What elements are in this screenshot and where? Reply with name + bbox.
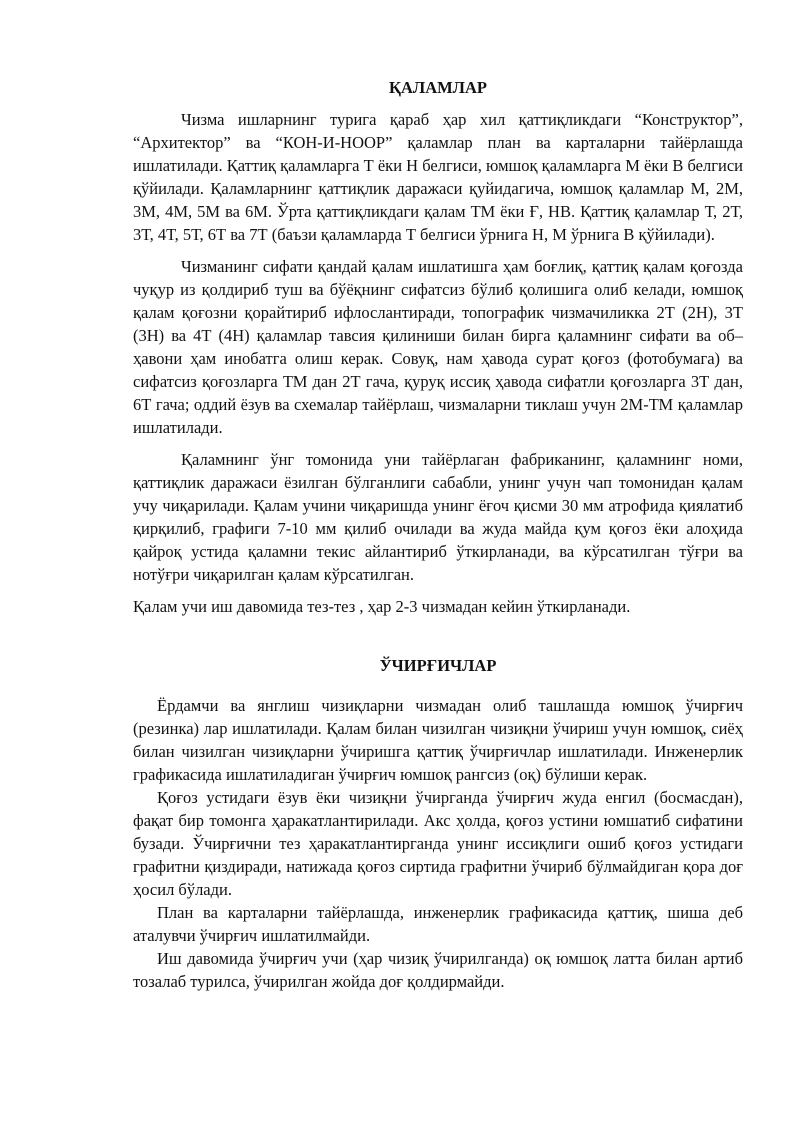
document-page	[133, 70, 743, 993]
erasers-paragraph-4: Иш давомида ўчирғич учи (ҳар чизиқ ўчирилганда) оқ юмшоқ латта билан артиб тозалаб турилса, ўчирилган жойда доғ қолдирмайди.	[133, 949, 743, 991]
pencils-paragraph-1: Чизма ишларнинг турига қараб ҳар хил қаттиқликдаги “Конструктор”, “Архитектор” ва “КОН-И-НООР” қаламлар план ва карталарни тайёрлашда ишлатилади. Қаттиқ қаламларга Т ёки Н белгиси, юмшоқ қаламларга М ёки В белгиси қўйилади. Қаламларнинг қаттиқлик даражаси қуйидагича, юмшоқ қаламлар М, 2М, 3М, 4М, 5М ва 6М. Ўрта қаттиқликдаги қалам ТМ ёки Ғ, НВ. Қаттиқ қаламлар Т, 2Т, 3Т, 4Т, 5Т, 6Т ва 7Т (баъзи қаламларда Т белгиси ўрнига Н, М ўрнига В қўйилади).	[133, 110, 743, 244]
section-title-erasers: ЎЧИРҒИЧЛАР	[379, 656, 497, 675]
section-title-pencils: ҚАЛАМЛАР	[389, 78, 487, 97]
pencils-paragraph-3: Қаламнинг ўнг томонида уни тайёрлаган фабриканинг, қаламнинг номи, қаттиқлик даражаси ёзилган бўлганлиги сабабли, унинг учун чап томонидан қалам учу чиқарилади. Қалам учини чиқаришда унинг ёғоч қисми 30 мм атрофида қиялатиб қирқилиб, графиги 7-10 мм қилиб очилади ва жуда майда қум қоғоз ёки алоҳида қайроқ устида қаламни текис айлантириб ўткирланади, ва кўрсатилган тўғри ва нотўғри чиқарилган қалам кўрсатилган.	[133, 450, 743, 584]
erasers-paragraph-1: Ёрдамчи ва янглиш чизиқларни чизмадан олиб ташлашда юмшоқ ўчирғич (резинка) лар ишлатилади. Қалам билан чизилган чизиқни ўчириш учун юмшоқ, сиёҳ билан чизилган чизиқларни ўчиришга қаттиқ ўчирғичлар ишлатилади. Инженерлик графикасида ишлатиладиган ўчирғич юмшоқ рангсиз (оқ) бўлиши керак.	[133, 696, 743, 784]
pencils-paragraph-2: Чизманинг сифати қандай қалам ишлатишга ҳам боғлиқ, қаттиқ қалам қоғозда чуқур из қолдириб туш ва бўёқнинг сифатсиз бўлиб қолишига олиб келади, юмшоқ қалам қоғозни қорайтириб ифлослантиради, топографик чизмачиликка 2Т (2Н), 3Т (3Н) ва 4Т (4Н) қаламлар тавсия қилиниши билан бирга қаламнинг сифати ва об–ҳавони ҳам инобатга олиш керак. Совуқ, нам ҳавода сурат қоғоз (фотобумага) ва сифатсиз қоғозларга ТМ дан 2Т гача, қуруқ иссиқ ҳавода сифатли қоғозларга 3Т дан, 6Т гача; оддий ёзув ва схемалар тайёрлаш, чизмаларни тиклаш учун 2М-ТМ қаламлар ишлатилади.	[133, 257, 743, 437]
pencils-paragraph-4: Қалам учи иш давомида тез-тез , ҳар 2-3 чизмадан кейин ўткирланади.	[133, 597, 631, 616]
erasers-paragraph-3: План ва карталарни тайёрлашда, инженерлик графикасида қаттиқ, шиша деб аталувчи ўчирғич ишлатилмайди.	[133, 903, 743, 945]
erasers-paragraph-2: Қоғоз устидаги ёзув ёки чизиқни ўчирганда ўчирғич жуда енгил (босмасдан), фақат бир томонга ҳаракатлантирилади. Акс ҳолда, қоғоз устини юмшатиб сифатини бузади. Ўчирғични тез ҳаракатлантирганда унинг иссиқлиги ошиб қоғоз устидаги графитни қиздиради, натижада қоғоз сиртида графитни ўчириб бўлмайдиган қора доғ ҳосил бўлади.	[133, 788, 743, 899]
